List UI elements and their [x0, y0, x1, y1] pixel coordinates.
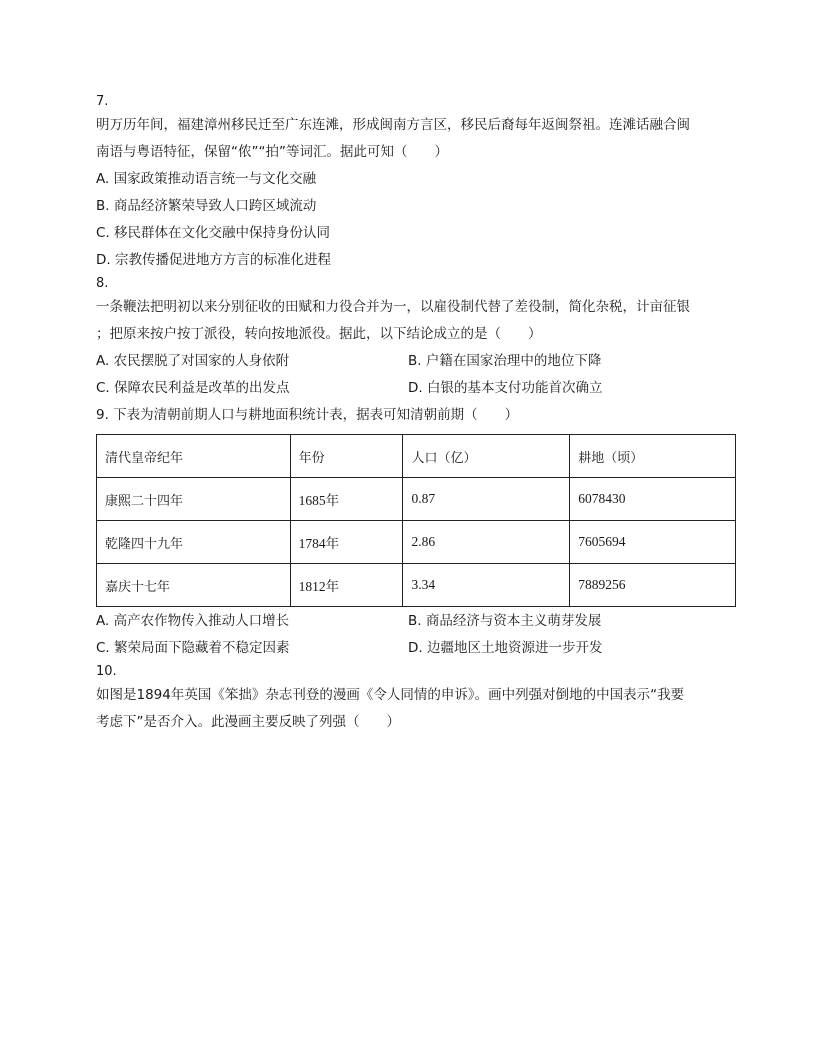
option-c: C. 移民群体在文化交融中保持身份认同 — [96, 225, 331, 241]
option-a: A. 高产农作物传入推动人口增长 — [96, 613, 290, 629]
table-header-cell: 年份 — [290, 435, 403, 478]
question-number: 8. — [96, 276, 109, 291]
table-cell: 7889256 — [570, 564, 736, 607]
table-header-row — [97, 435, 736, 478]
option-d: D. 边疆地区土地资源进一步开发 — [408, 640, 603, 656]
table-cell: 6078430 — [570, 478, 736, 521]
question-number: 7. — [96, 94, 109, 109]
options-row — [96, 348, 740, 375]
table-cell: 1784年 — [290, 521, 403, 564]
question-stem-line: 明万历年间，福建漳州移民迁至广东连滩，形成闽南方言区，移民后裔每年返闽祭祖。连滩话融合闽 — [96, 117, 690, 133]
option-b: B. 商品经济繁荣导致人口跨区域流动 — [96, 198, 317, 214]
question-stem-line: 考虑下”是否介入。此漫画主要反映了列强（ ） — [96, 714, 400, 730]
option-b: B. 户籍在国家治理中的地位下降 — [408, 353, 602, 369]
table-cell: 1812年 — [290, 564, 403, 607]
question-stem-line: 南语与粤语特征，保留“侬”“拍”等词汇。据此可知（ ） — [96, 144, 448, 160]
option-d: D. 宗教传播促进地方方言的标准化进程 — [96, 252, 331, 268]
table-cell: 嘉庆十七年 — [97, 564, 291, 607]
table-header-cell: 耕地（顷） — [570, 435, 736, 478]
data-table — [96, 434, 736, 607]
table-header-cell: 清代皇帝纪年 — [97, 435, 291, 478]
option-c: C. 繁荣局面下隐藏着不稳定因素 — [96, 640, 290, 656]
option-a: A. 国家政策推动语言统一与文化交融 — [96, 171, 317, 187]
option-b: B. 商品经济与资本主义萌芽发展 — [408, 613, 602, 629]
option-c: C. 保障农民利益是改革的出发点 — [96, 380, 290, 396]
table-cell: 1685年 — [290, 478, 403, 521]
table-row — [97, 478, 736, 521]
question-stem-line: ；把原来按户按丁派役，转向按地派役。据此，以下结论成立的是（ ） — [96, 326, 542, 342]
question-9 — [96, 402, 740, 662]
table-cell: 2.86 — [403, 521, 570, 564]
table-header-cell: 人口（亿） — [403, 435, 570, 478]
question-stem-line: 如图是1894年英国《笨拙》杂志刊登的漫画《令人同情的申诉》。画中列强对倒地的中国表示“我要 — [96, 687, 685, 703]
table-cell: 7605694 — [570, 521, 736, 564]
question-number: 10. — [96, 664, 117, 679]
option-d: D. 白银的基本支付功能首次确立 — [408, 380, 603, 396]
options-row — [96, 375, 740, 402]
question-8 — [96, 274, 740, 402]
table-row — [97, 521, 736, 564]
options-row — [96, 608, 740, 635]
question-7 — [96, 92, 740, 274]
options-row — [96, 635, 740, 662]
table-row — [97, 564, 736, 607]
option-a: A. 农民摆脱了对国家的人身依附 — [96, 353, 290, 369]
table-cell: 乾隆四十九年 — [97, 521, 291, 564]
table-cell: 0.87 — [403, 478, 570, 521]
question-stem-line: 一条鞭法把明初以来分别征收的田赋和力役合并为一，以雇役制代替了差役制，简化杂税，计亩征银 — [96, 299, 690, 315]
table-cell: 3.34 — [403, 564, 570, 607]
table-cell: 康熙二十四年 — [97, 478, 291, 521]
exam-page — [96, 92, 740, 736]
question-stem: 9. 下表为清朝前期人口与耕地面积统计表，据表可知清朝前期（ ） — [96, 407, 519, 423]
question-10 — [96, 662, 740, 736]
